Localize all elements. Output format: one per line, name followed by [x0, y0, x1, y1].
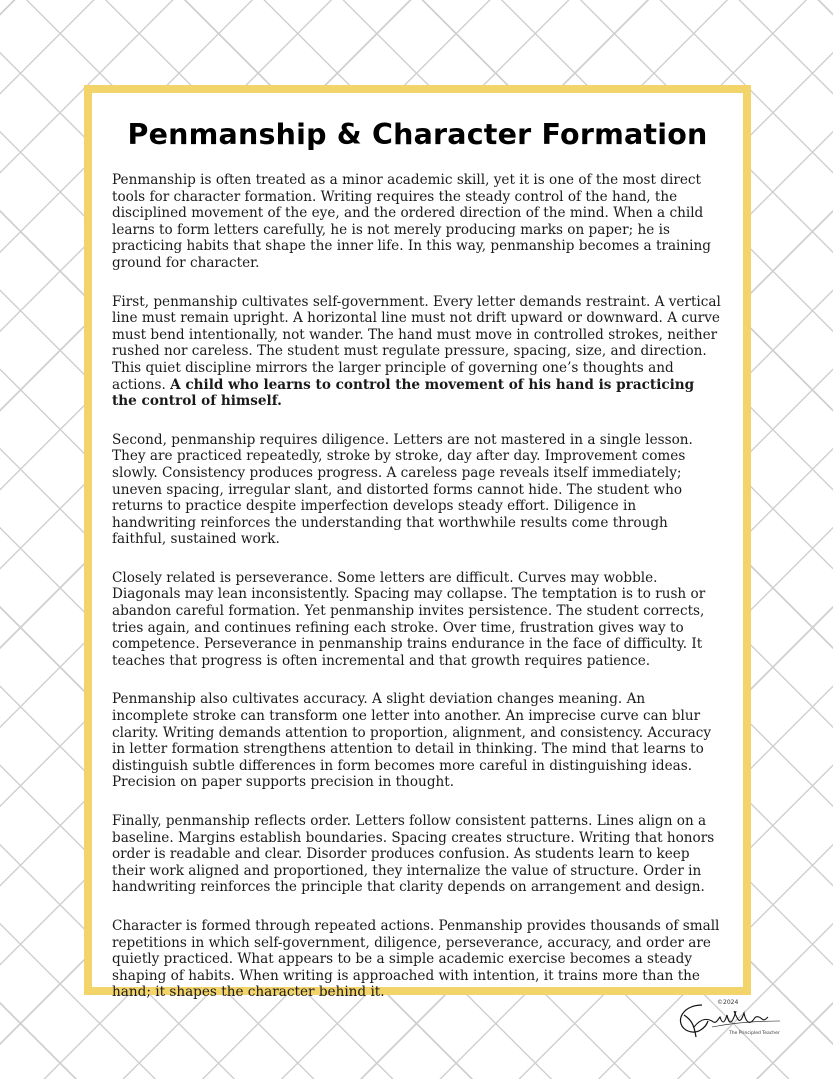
paragraph-text: Closely related is perseverance. Some letters are difficult. Curves may wobble. Diagonals may lean inconsistently. Spacing may collapse. The temptation is to rush or abandon careful formation. Yet penmanship invites persistence. The student corrects, tries again, and continues refining each stroke. Over time, frustration gives way to competence. Perseverance in penmanship trains endurance in the face of difficulty. It teaches that progress is often incremental and that growth requires patience.: [112, 569, 706, 669]
paragraph-intro: [112, 172, 723, 272]
paragraph-diligence: [112, 432, 723, 548]
tagline-text: The Principled Teacher: [729, 1031, 780, 1036]
paragraph-text: Finally, penmanship reflects order. Letters follow consistent patterns. Lines align on a baseline. Margins establish boundaries. Spacing creates structure. Writing that honors order is readable and clear. Disorder produces confusion. As students learn to keep their work aligned and proportioned, they internalize the value of structure. Order in handwriting reinforces the principle that clarity depends on arrangement and design.: [112, 813, 715, 896]
paragraph-text: Penmanship is often treated as a minor academic skill, yet it is one of the most direct tools for character formation. Writing requires the steady control of the hand, the disciplined movement of the eye, and the ordered direction of the mind. When a child learns to form letters carefully, he is not merely producing marks on paper; he is practicing habits that shape the inner life. In this way, penmanship becomes a training ground for character.: [112, 172, 711, 271]
paragraph-perseverance: [112, 570, 723, 670]
bold-emphasis: A child who learns to control the movement of his hand is practicing the control of himself.: [112, 376, 695, 410]
paragraph-conclusion: [112, 918, 723, 1001]
content-frame: [84, 85, 751, 1001]
paragraph-text: Penmanship also cultivates accuracy. A slight deviation changes meaning. An incomplete stroke can transform one letter into another. An imprecise curve can blur clarity. Writing demands attention to proportion, alignment, and consistency. Accuracy in letter formation strengthens attention to detail in thinking. The mind that learns to distinguish subtle differences in form becomes more careful in distinguishing ideas. Precision on paper supports precision in thought.: [112, 691, 712, 791]
paragraph-text: Character is formed through repeated actions. Penmanship provides thousands of small repetitions in which self-government, diligence, perseverance, accuracy, and order are quietly practiced. What appears to be a simple academic exercise becomes a steady shaping of habits. When writing is approached with intention, it trains more than the hand; it shapes the character behind it.: [112, 917, 720, 1001]
paragraph-accuracy: [112, 691, 723, 791]
paragraph-text: Second, penmanship requires diligence. Letters are not mastered in a single lesson. They are practiced repeatedly, stroke by stroke, day after day. Improvement comes slowly. Consistency produces progress. A careless page reveals itself immediately; uneven spacing, irregular slant, and distorted forms cannot hide. The student who returns to practice despite imperfection develops steady effort. Diligence in handwriting reinforces the understanding that worthwhile results come through faithful, sustained work.: [112, 431, 693, 548]
paragraph-self-government: [112, 294, 723, 410]
copyright-text: ©2024: [717, 999, 739, 1006]
paragraph-order: [112, 813, 723, 896]
page-title: Penmanship & Character Formation: [127, 118, 708, 151]
paragraph-text: First, penmanship cultivates self-government. Every letter demands restraint. A vertical line must remain upright. A horizontal line must not drift upward or downward. A curve must bend intentionally, not wander. The hand must move in controlled strokes, neither rushed nor careless. The student must regulate pressure, spacing, size, and direction. This quiet discipline mirrors the larger principle of governing one’s thoughts and actions.: [112, 293, 721, 393]
